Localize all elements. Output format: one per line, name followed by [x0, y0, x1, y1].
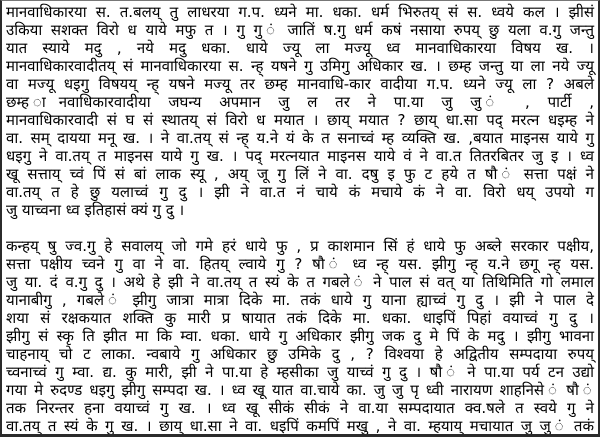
text-line: तक निरन्तर हना वयाच्वं गु ख. । ध्व खू सीकं सीकं ने वा.या सम्पदायात क्व.षले त स्वये गु ने: [6, 399, 594, 417]
text-line: शया सं रक्षकयात शक्ति कु मारी प्र षायात तकं दिके मा. धका. धाइपिं पिहां वयाच्वं गु दु ।: [6, 309, 594, 327]
paragraph-1: [6, 3, 594, 219]
text-line: सत्ता पक्षीय च्वने गु वा ने वा. हितय् ल्वाये गु ? षौ ं ध्व न्ह् यस. झीगु न्ह् य.ने छगू न्ह् यस.: [6, 255, 594, 273]
text-line: च्वनाच्वं गु म्वा. द्य. कु मारी, झी ने पा.या हे म्हसीका जु याच्वं गु दु । षौ ं ने पा.या पर्य टन उद्यो: [6, 363, 594, 381]
text-line: चाहनाय् चो ट लाका. न्वबाये गु अधिकार छु उमिके दु , ? विश्वया हे अद्वितीय सम्पदाया रुपय्: [6, 345, 594, 363]
paragraph-2: [6, 237, 594, 435]
text-line: मानवाधिकारया स. त.बलय् तु लाधरया ग.प. ध्यने मा. धका. धर्म भिरुतय् सं स. ध्वये कल । झीसं: [6, 3, 594, 21]
text-line: वा.तय् त स्यं के गु ख. । छाय् धा.सा ने वा. धइपिं कमपिं मखु , ने वा. म्हयाय् मचायात जु जु ं तकं: [6, 417, 594, 435]
text-line: गया मे रुदण्ड धइगु झीगु सम्पदा ख. । ध्व खू यात वा.चाये का. जु जु पृ ध्वी नारायण शाहनिसे ं षौ ं: [6, 381, 594, 399]
text-line: यात स्याये मदु , नये मदु धका. धाये ज्यू ला मज्यू ध्व मानवाधिकारया विषय ख. ।: [6, 39, 594, 57]
text-line: झीगु सं स्कृ ति झीत मा कि म्वा. धका. धाये गु अधिकार झीगु जक दु मे पिं के मदु । झीगु भावना: [6, 327, 594, 345]
text-line: यानाबीगु , गबले ं झीगु जात्रा मात्रा दिके मा. तकं धाये गु याना ह्याच्वं गु दु । झी ने पाल दे: [6, 291, 594, 309]
text-line: धइगु ने वा.तय् त माइनस याये गु ख. । पद् मरत्नयात माइनस याये वं ने वा.त तितरबितर जु इ । ध्व: [6, 147, 594, 165]
text-line: वा. सम् दायया मनू ख. । ने वा.तय् सं न्ह् य.ने यं के त सनाच्वं म्ह व्यक्ति ख. ,बयात माइनस याये गु: [6, 129, 594, 147]
text-line: कन्हय् षु ज्व.गु हे सवालय् जो गमे हरं धाये फु , प्र काशमान सिं हं धाये फु अब्ले सरकार पक्षीय,: [6, 237, 594, 255]
text-line: उकिया सशक्त विरो ध याये मफु त । गु गु ं जातिं ष.गु धर्म कषं नसाया रुपय् छु यला व.गु जन्तु: [6, 21, 594, 39]
text-line: वा मज्यू धइगु विषयय् न्ह् यषने मज्यू तर छम्ह मानवाधि-कार वादीया ग.प. ध्यने ज्यू ला ? अबले: [6, 75, 594, 93]
text-line: मानवाधिकारवादीतय् सं मानवाधिकारया स. न्ह् यषने गु उमिगु अधिकार ख. । छम्ह जन्तु या ला नये ज्यू: [6, 57, 594, 75]
text-line: जु या. दं व.गु दु । अथे हे झी ने वा.तय् त स्यं के त गबले ं ने पाल सं वत् या तिथिमिति गो लमाल: [6, 273, 594, 291]
text-line: छम्ह ानवाधिकारवादीया जघन्य अपमान जु ल तर ने पा.या जु जु ं , पार्टी ,: [6, 93, 594, 111]
text-line: जु याच्वना ध्व इतिहासं क्यं गु दु ।: [6, 201, 185, 219]
text-line: वा.तय् त हे छु यलाच्वं गु दु । झी ने वा.त नं चाये कं मचाये कं ने वा. विरो धय् उपयो ग: [6, 183, 594, 201]
text-line: खू सत्ताय् च्वं पिं सं बां लाक स्यू , अय् जू गु लिं ने वा. दषु इ फु ट हये त षौ ं सत्ता पक्षं ने: [6, 165, 594, 183]
text-line: मानवाधिकारवादी सं घ सं स्थातय् सं विरो ध मयात । छाय् मयात ? छाय् धा.सा पद् मरत्न धइम्ह ने: [6, 111, 594, 129]
